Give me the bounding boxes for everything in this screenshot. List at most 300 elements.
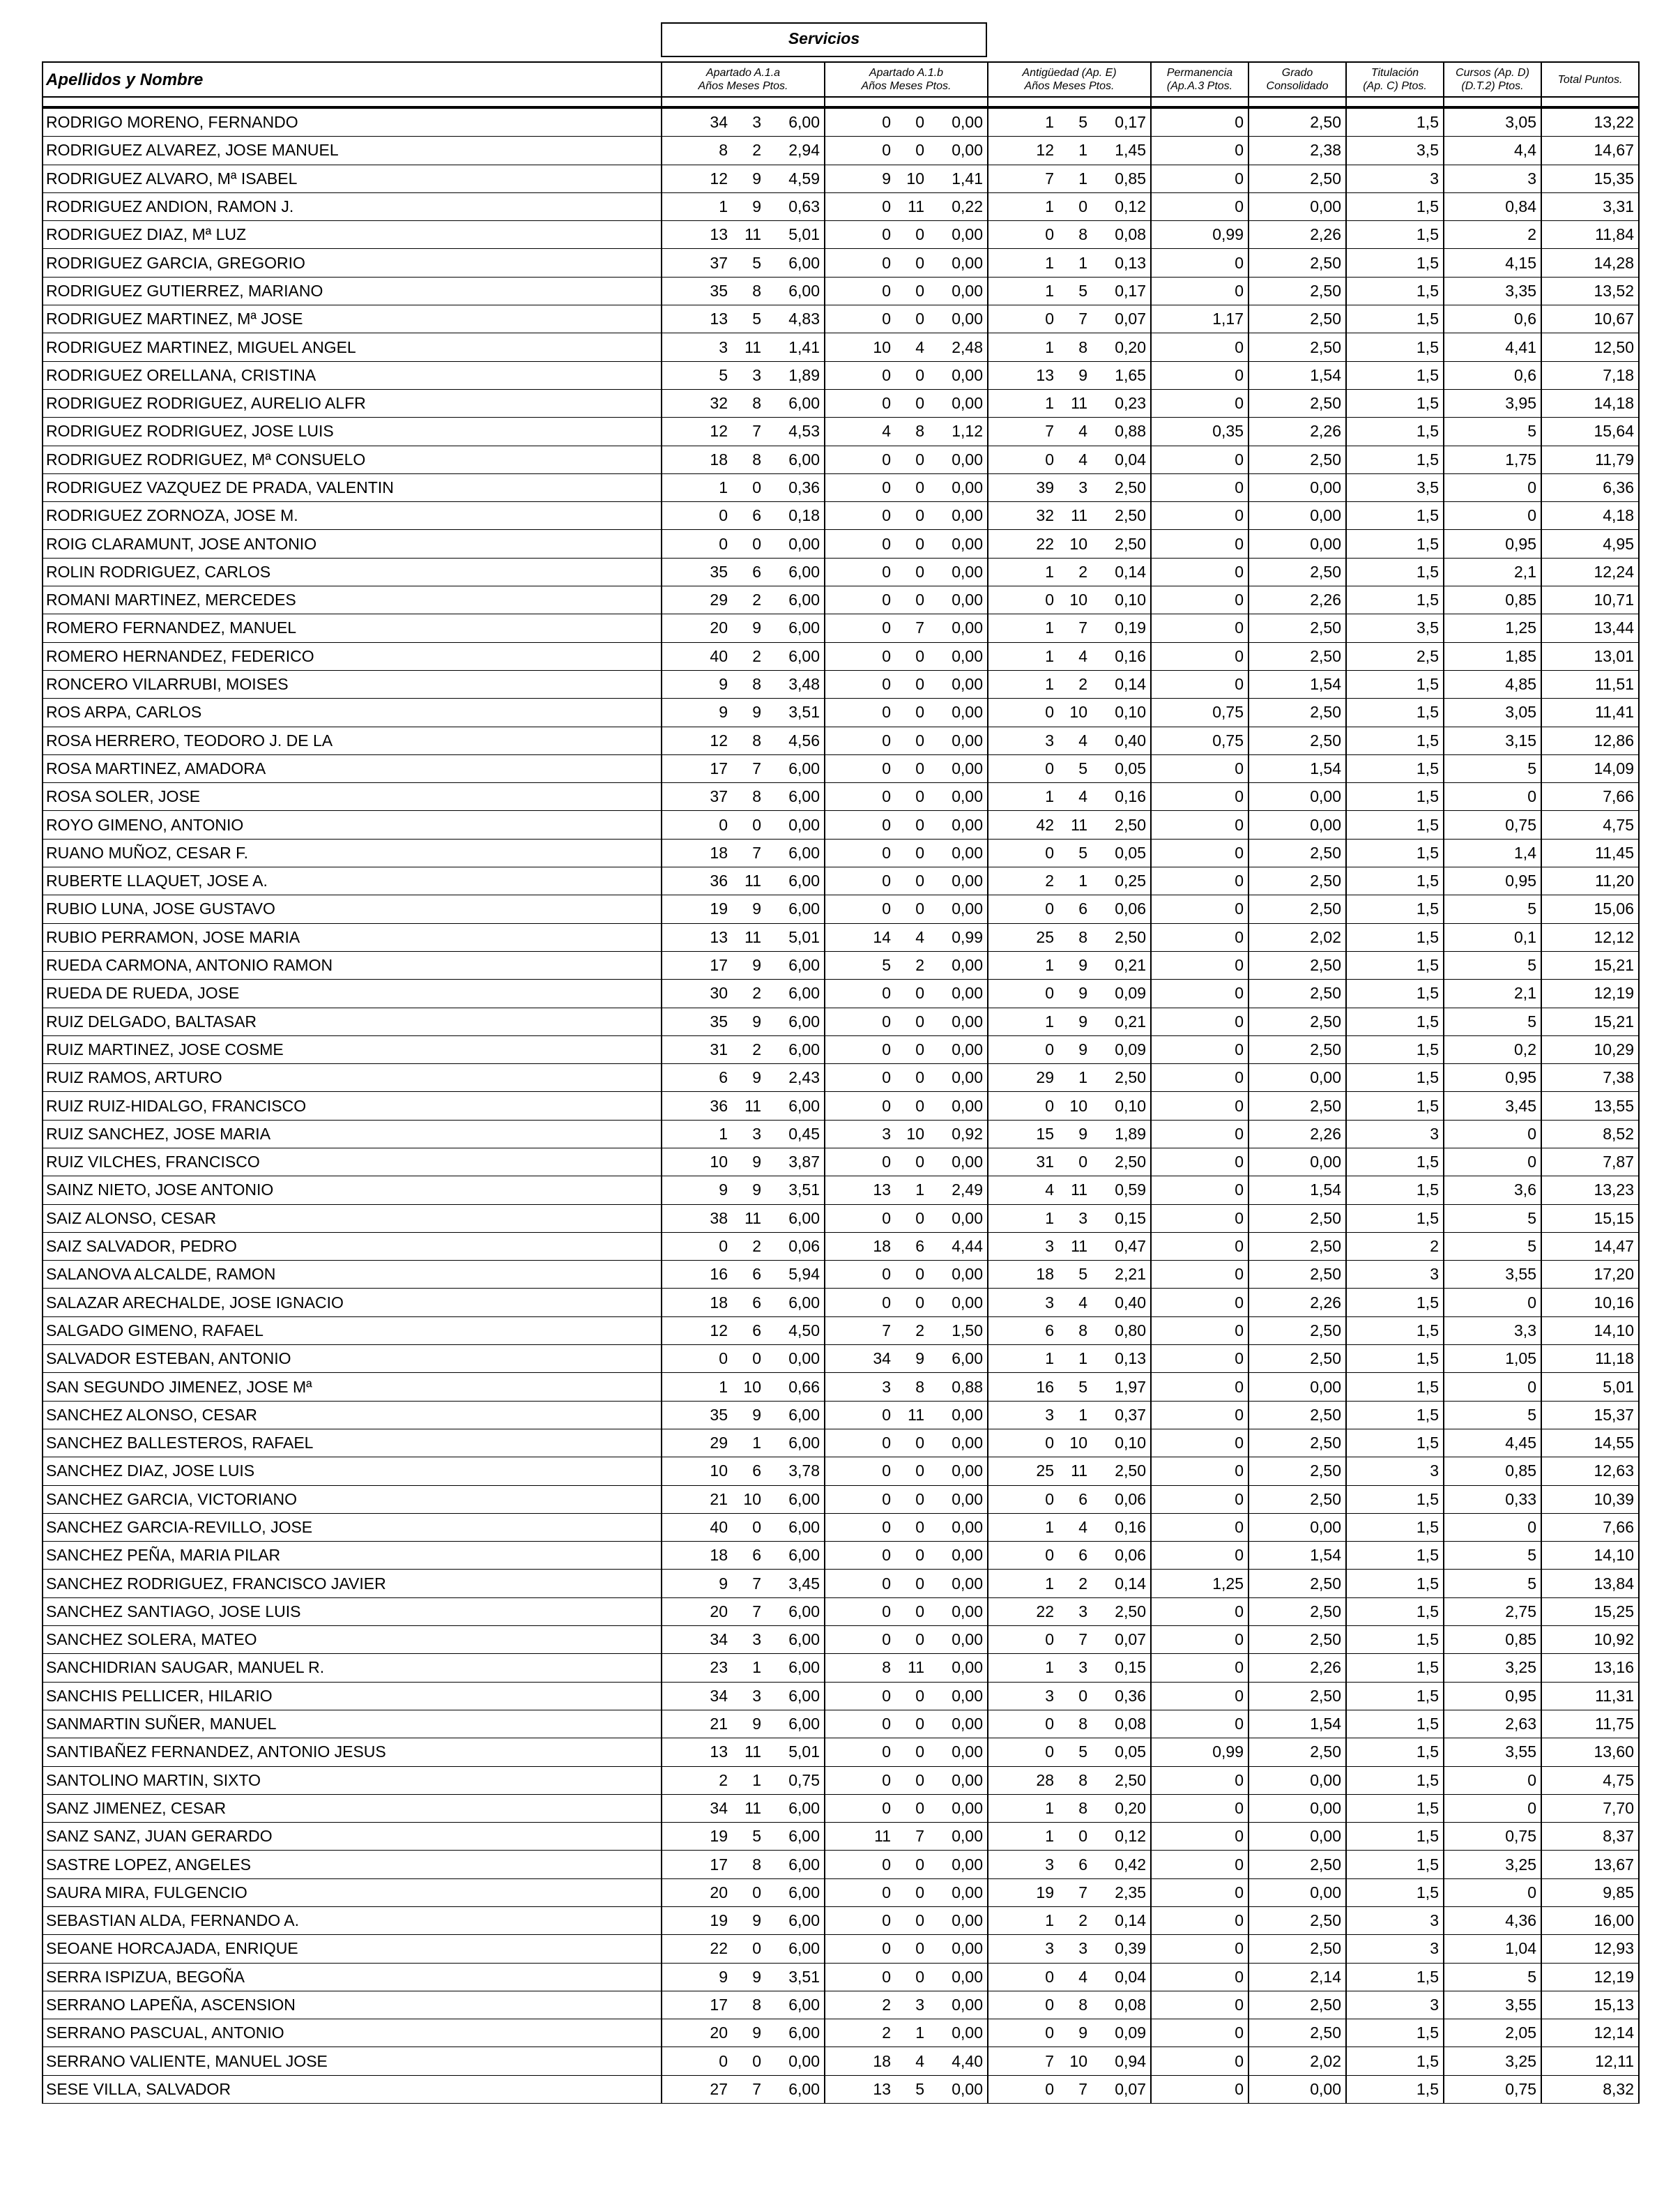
row-grado: 2,50 [1248, 1092, 1346, 1120]
row-cur: 5 [1444, 1542, 1541, 1570]
row-ant-anos: 4 [1045, 1180, 1054, 1199]
row-ant-ptos: 0,17 [1115, 281, 1146, 300]
row-cur: 5 [1444, 418, 1541, 446]
row-tit: 1,5 [1346, 107, 1444, 137]
row-a1a [662, 727, 825, 754]
row-a1b-ptos: 0,99 [952, 927, 983, 946]
row-a1a-ptos: 6,00 [788, 113, 820, 132]
row-a1b-ptos: 0,00 [952, 2079, 983, 2098]
row-ant-anos: 2 [1045, 872, 1054, 890]
row-ant [988, 1570, 1151, 1597]
row-cur: 1,05 [1444, 1345, 1541, 1373]
row-tot: 12,63 [1541, 1457, 1639, 1485]
row-ant-anos: 29 [1036, 1068, 1054, 1087]
header-a1a-line2: Años Meses Ptos. [698, 80, 788, 92]
row-tot: 14,10 [1541, 1316, 1639, 1344]
row-cur: 5 [1444, 1401, 1541, 1429]
header-permanencia [1151, 62, 1248, 97]
table-row [43, 1823, 1639, 1851]
row-a1a [662, 1457, 825, 1485]
row-tot: 8,32 [1541, 2075, 1639, 2103]
row-a1b-anos: 0 [882, 1686, 891, 1705]
row-perm: 0 [1151, 1035, 1248, 1063]
row-ant-ptos: 2,50 [1115, 1602, 1146, 1620]
row-a1b [825, 867, 988, 895]
row-ant-anos: 25 [1036, 927, 1054, 946]
header-a1b-line2: Años Meses Ptos. [861, 80, 952, 92]
row-a1b [825, 1429, 988, 1457]
row-a1a [662, 867, 825, 895]
row-grado: 2,26 [1248, 418, 1346, 446]
row-tit: 3,5 [1346, 614, 1444, 642]
table-row [43, 1261, 1639, 1289]
row-ant-anos: 0 [1045, 843, 1054, 862]
row-a1a-anos: 34 [710, 1798, 728, 1817]
row-ant-anos: 28 [1036, 1770, 1054, 1789]
row-name: SAINZ NIETO, JOSE ANTONIO [43, 1176, 662, 1204]
row-ant [988, 333, 1151, 361]
row-a1a [662, 811, 825, 839]
row-a1b [825, 1513, 988, 1541]
row-ant-ptos: 2,50 [1115, 1068, 1146, 1087]
table-row [43, 1851, 1639, 1878]
row-perm: 0 [1151, 1597, 1248, 1625]
row-a1b-meses: 11 [908, 197, 924, 216]
row-a1b-ptos: 0,00 [952, 310, 983, 328]
row-ant-anos: 0 [1045, 225, 1054, 244]
row-tit: 1,5 [1346, 1485, 1444, 1513]
row-tot: 11,79 [1541, 446, 1639, 473]
row-a1b-meses: 0 [915, 281, 924, 300]
row-grado: 2,50 [1248, 1204, 1346, 1232]
row-a1b-ptos: 0,00 [952, 1153, 983, 1171]
row-a1b-ptos: 0,92 [952, 1124, 983, 1143]
row-a1a-anos: 10 [710, 1153, 728, 1171]
row-ant-ptos: 2,50 [1115, 1461, 1146, 1480]
row-ant-anos: 42 [1036, 815, 1054, 834]
row-ant [988, 642, 1151, 670]
row-name: SANTIBAÑEZ FERNANDEZ, ANTONIO JESUS [43, 1738, 662, 1766]
row-a1b-meses: 10 [906, 1124, 924, 1143]
row-tot: 12,24 [1541, 558, 1639, 586]
row-ant-meses: 0 [1078, 1686, 1087, 1705]
row-ant-ptos: 0,10 [1115, 703, 1146, 722]
row-a1b-ptos: 0,00 [952, 618, 983, 637]
row-a1b-ptos: 0,00 [952, 394, 983, 413]
row-a1a-anos: 0 [719, 2051, 728, 2070]
row-a1a-ptos: 6,00 [788, 1827, 820, 1846]
header-grado-line2: Consolidado [1266, 80, 1329, 92]
row-ant-anos: 1 [1045, 253, 1054, 272]
row-ant-anos: 3 [1045, 1405, 1054, 1424]
row-a1a-anos: 13 [710, 225, 728, 244]
row-perm: 0 [1151, 586, 1248, 614]
row-name: RUIZ SANCHEZ, JOSE MARIA [43, 1120, 662, 1148]
row-a1a-ptos: 4,59 [788, 169, 820, 188]
row-grado: 2,50 [1248, 980, 1346, 1008]
row-a1b-meses: 7 [915, 1827, 924, 1846]
row-a1b [825, 727, 988, 754]
row-a1a-ptos: 6,00 [788, 984, 820, 1003]
row-a1b-anos: 0 [882, 1208, 891, 1227]
row-a1a-anos: 20 [710, 618, 728, 637]
row-a1b-meses: 2 [915, 1321, 924, 1339]
row-a1b-ptos: 0,00 [952, 1012, 983, 1031]
row-a1a-meses: 3 [752, 1630, 761, 1649]
row-perm: 0 [1151, 980, 1248, 1008]
row-perm: 1,25 [1151, 1570, 1248, 1597]
header-ant-line1: Antigüedad (Ap. E) [1022, 67, 1117, 79]
row-a1a [662, 951, 825, 979]
row-a1b-ptos: 0,00 [952, 1967, 983, 1986]
row-ant-anos: 7 [1045, 2051, 1054, 2070]
row-tit: 1,5 [1346, 1542, 1444, 1570]
row-a1a [662, 586, 825, 614]
row-name: SAN SEGUNDO JIMENEZ, JOSE Mª [43, 1373, 662, 1401]
row-a1a-meses: 0 [752, 815, 761, 834]
row-ant [988, 783, 1151, 811]
row-ant-anos: 0 [1045, 2079, 1054, 2098]
row-ant-meses: 8 [1078, 1996, 1087, 2014]
row-name: ROYO GIMENO, ANTONIO [43, 811, 662, 839]
row-name: RUEDA DE RUEDA, JOSE [43, 980, 662, 1008]
row-tot: 11,45 [1541, 839, 1639, 867]
row-a1b-meses: 0 [915, 1770, 924, 1789]
row-perm: 0,99 [1151, 221, 1248, 249]
row-ant-meses: 11 [1071, 1237, 1087, 1256]
row-grado: 1,54 [1248, 670, 1346, 698]
row-grado: 2,50 [1248, 867, 1346, 895]
row-a1b-anos: 0 [882, 1434, 891, 1452]
row-ant-ptos: 2,50 [1115, 506, 1146, 525]
row-a1a-ptos: 0,63 [788, 197, 820, 216]
row-tit: 1,5 [1346, 361, 1444, 389]
row-tot: 10,29 [1541, 1035, 1639, 1063]
row-a1b-anos: 0 [882, 703, 891, 722]
scores-table [42, 61, 1640, 2104]
row-tit: 1,5 [1346, 1513, 1444, 1541]
row-ant-meses: 6 [1078, 1855, 1087, 1874]
row-a1b-ptos: 0,00 [952, 984, 983, 1003]
row-a1b [825, 1823, 988, 1851]
row-a1b [825, 1738, 988, 1766]
row-a1a-meses: 9 [752, 956, 761, 975]
row-a1a [662, 1626, 825, 1654]
row-a1b-meses: 0 [915, 872, 924, 890]
row-a1a [662, 1851, 825, 1878]
row-ant-anos: 1 [1045, 1658, 1054, 1677]
row-a1b-ptos: 0,00 [952, 253, 983, 272]
table-row [43, 1935, 1639, 1963]
row-a1b-meses: 11 [908, 1405, 924, 1424]
row-grado: 2,50 [1248, 446, 1346, 473]
row-ant [988, 221, 1151, 249]
row-a1b-ptos: 0,00 [952, 759, 983, 777]
row-a1a-meses: 9 [752, 1911, 761, 1930]
row-a1b-ptos: 6,00 [952, 1349, 983, 1368]
row-cur: 2,75 [1444, 1597, 1541, 1625]
row-a1b-meses: 0 [915, 1602, 924, 1620]
row-a1a-anos: 0 [719, 1349, 728, 1368]
row-a1b-meses: 0 [915, 787, 924, 806]
row-tot: 14,47 [1541, 1232, 1639, 1260]
row-perm: 0 [1151, 389, 1248, 417]
row-ant-meses: 6 [1078, 1546, 1087, 1565]
row-a1b-anos: 0 [882, 1574, 891, 1593]
row-grado: 2,50 [1248, 1035, 1346, 1063]
row-perm: 0 [1151, 1991, 1248, 2019]
row-ant-meses: 4 [1078, 422, 1087, 441]
row-a1b-meses: 0 [915, 815, 924, 834]
row-a1a-ptos: 6,00 [788, 1630, 820, 1649]
row-a1a [662, 1907, 825, 1935]
row-a1b [825, 1120, 988, 1148]
row-a1b-meses: 11 [908, 1658, 924, 1677]
row-grado: 0,00 [1248, 1064, 1346, 1092]
row-grado: 0,00 [1248, 1878, 1346, 1906]
row-a1a-ptos: 4,53 [788, 422, 820, 441]
row-a1a-meses: 0 [752, 1517, 761, 1536]
row-perm: 0 [1151, 1710, 1248, 1738]
row-ant [988, 2019, 1151, 2047]
row-a1b [825, 1092, 988, 1120]
row-a1b-anos: 14 [873, 927, 891, 946]
row-a1a-anos: 35 [710, 1405, 728, 1424]
row-a1a [662, 389, 825, 417]
row-ant-ptos: 0,08 [1115, 1715, 1146, 1733]
row-name: SAURA MIRA, FULGENCIO [43, 1878, 662, 1906]
row-perm: 0 [1151, 277, 1248, 305]
row-a1b-anos: 3 [882, 1377, 891, 1396]
row-a1a-ptos: 0,00 [788, 2051, 820, 2070]
row-tot: 15,21 [1541, 951, 1639, 979]
table-row [43, 277, 1639, 305]
row-a1b-anos: 0 [882, 1911, 891, 1930]
row-ant [988, 754, 1151, 782]
row-ant-anos: 15 [1036, 1124, 1054, 1143]
row-cur: 2,05 [1444, 2019, 1541, 2047]
row-a1b-ptos: 0,00 [952, 1798, 983, 1817]
row-grado: 1,54 [1248, 1710, 1346, 1738]
row-grado: 2,50 [1248, 1457, 1346, 1485]
row-ant-meses: 10 [1069, 591, 1087, 609]
row-perm: 0 [1151, 1626, 1248, 1654]
row-name: SERRANO VALIENTE, MANUEL JOSE [43, 2047, 662, 2075]
table-row [43, 699, 1639, 727]
row-cur: 3 [1444, 165, 1541, 192]
row-perm: 0 [1151, 473, 1248, 501]
row-a1b-ptos: 0,00 [952, 1715, 983, 1733]
row-a1b-meses: 0 [915, 899, 924, 918]
row-ant [988, 1401, 1151, 1429]
row-a1b [825, 2019, 988, 2047]
row-name: SANCHEZ ALONSO, CESAR [43, 1401, 662, 1429]
row-a1b [825, 839, 988, 867]
row-cur: 3,25 [1444, 1654, 1541, 1682]
row-ant-anos: 1 [1045, 1827, 1054, 1846]
row-a1b-ptos: 0,00 [952, 675, 983, 694]
row-a1b-anos: 0 [882, 1939, 891, 1958]
row-cur: 4,85 [1444, 670, 1541, 698]
table-row [43, 1654, 1639, 1682]
row-a1a [662, 107, 825, 137]
row-name: RUIZ RUIZ-HIDALGO, FRANCISCO [43, 1092, 662, 1120]
row-cur: 4,36 [1444, 1907, 1541, 1935]
row-tit: 1,5 [1346, 980, 1444, 1008]
row-ant [988, 1878, 1151, 1906]
row-ant-ptos: 0,05 [1115, 1742, 1146, 1761]
row-a1a-anos: 34 [710, 1686, 728, 1705]
row-ant [988, 1907, 1151, 1935]
row-ant-anos: 0 [1045, 1096, 1054, 1115]
row-ant-ptos: 2,50 [1115, 534, 1146, 553]
row-ant-anos: 19 [1036, 1883, 1054, 1901]
row-a1a-meses: 3 [752, 113, 761, 132]
header-titulacion [1346, 62, 1444, 97]
row-a1b-meses: 0 [915, 591, 924, 609]
row-ant-meses: 1 [1078, 1349, 1087, 1368]
row-ant-anos: 13 [1036, 365, 1054, 384]
row-a1a [662, 1401, 825, 1429]
row-a1b [825, 1766, 988, 1794]
row-tit: 1,5 [1346, 1035, 1444, 1063]
row-tot: 12,14 [1541, 2019, 1639, 2047]
row-tot: 14,67 [1541, 137, 1639, 165]
row-ant [988, 1513, 1151, 1541]
row-a1b-meses: 0 [915, 1939, 924, 1958]
row-a1b-ptos: 0,00 [952, 1517, 983, 1536]
row-tit: 1,5 [1346, 1963, 1444, 1991]
row-ant-ptos: 0,09 [1115, 984, 1146, 1003]
row-cur: 0 [1444, 783, 1541, 811]
row-a1a [662, 1823, 825, 1851]
row-perm: 0 [1151, 1935, 1248, 1963]
row-a1b-ptos: 0,88 [952, 1377, 983, 1396]
row-grado: 2,50 [1248, 1738, 1346, 1766]
row-tot: 13,23 [1541, 1176, 1639, 1204]
row-perm: 0 [1151, 670, 1248, 698]
row-ant-meses: 4 [1078, 646, 1087, 665]
row-name: RUIZ DELGADO, BALTASAR [43, 1008, 662, 1035]
row-ant-meses: 4 [1078, 731, 1087, 750]
row-ant-anos: 0 [1045, 1742, 1054, 1761]
row-a1a [662, 1316, 825, 1344]
row-a1a-ptos: 5,01 [788, 1742, 820, 1761]
row-a1b-meses: 0 [915, 1546, 924, 1565]
row-a1b-meses: 0 [915, 534, 924, 553]
row-cur: 0,85 [1444, 1457, 1541, 1485]
row-grado: 0,00 [1248, 1373, 1346, 1401]
row-a1b-anos: 0 [882, 759, 891, 777]
row-a1a-anos: 17 [710, 1996, 728, 2014]
row-grado: 2,50 [1248, 333, 1346, 361]
row-a1b-ptos: 0,00 [952, 703, 983, 722]
table-row [43, 137, 1639, 165]
row-tit: 3 [1346, 1457, 1444, 1485]
row-a1a-ptos: 6,00 [788, 787, 820, 806]
row-perm: 0 [1151, 361, 1248, 389]
row-a1a-anos: 19 [710, 899, 728, 918]
row-ant-ptos: 0,40 [1115, 731, 1146, 750]
row-cur: 5 [1444, 1963, 1541, 1991]
row-name: SANCHIS PELLICER, HILARIO [43, 1682, 662, 1710]
row-a1a-meses: 3 [752, 1124, 761, 1143]
row-ant-ptos: 0,16 [1115, 646, 1146, 665]
row-a1b-anos: 0 [882, 618, 891, 637]
row-perm: 0 [1151, 895, 1248, 923]
row-ant-ptos: 0,23 [1115, 394, 1146, 413]
row-ant-meses: 6 [1078, 899, 1087, 918]
row-a1b [825, 473, 988, 501]
row-a1b-ptos: 0,00 [952, 787, 983, 806]
row-ant-ptos: 0,36 [1115, 1686, 1146, 1705]
row-a1a-meses: 0 [752, 1883, 761, 1901]
row-ant-ptos: 0,09 [1115, 2023, 1146, 2042]
row-perm: 0 [1151, 502, 1248, 530]
row-a1a-meses: 9 [752, 2023, 761, 2042]
table-row [43, 951, 1639, 979]
row-tot: 10,16 [1541, 1289, 1639, 1316]
row-a1b-ptos: 0,00 [952, 1096, 983, 1115]
row-cur: 1,25 [1444, 614, 1541, 642]
row-a1b-anos: 18 [873, 2051, 891, 2070]
row-a1a-anos: 9 [719, 1574, 728, 1593]
row-a1a-anos: 31 [710, 1040, 728, 1058]
row-ant [988, 558, 1151, 586]
row-name: SANCHIDRIAN SAUGAR, MANUEL R. [43, 1654, 662, 1682]
row-a1b-meses: 0 [915, 1489, 924, 1508]
row-perm: 0 [1151, 754, 1248, 782]
row-ant-ptos: 0,39 [1115, 1939, 1146, 1958]
row-name: RODRIGUEZ RODRIGUEZ, AURELIO ALFR [43, 389, 662, 417]
row-tot: 12,19 [1541, 1963, 1639, 1991]
row-name: SANCHEZ GARCIA-REVILLO, JOSE [43, 1513, 662, 1541]
row-a1a-ptos: 6,00 [788, 1996, 820, 2014]
row-a1a-anos: 9 [719, 703, 728, 722]
row-tit: 1,5 [1346, 333, 1444, 361]
row-perm: 0 [1151, 1542, 1248, 1570]
row-ant-meses: 5 [1078, 759, 1087, 777]
row-ant [988, 1289, 1151, 1316]
row-a1a [662, 642, 825, 670]
row-perm: 0 [1151, 1513, 1248, 1541]
row-a1b-anos: 11 [874, 1827, 891, 1846]
row-ant-meses: 11 [1071, 815, 1087, 834]
row-a1a-meses: 2 [752, 591, 761, 609]
row-a1a-meses: 1 [752, 1770, 761, 1789]
row-ant-meses: 7 [1078, 1883, 1087, 1901]
row-name: RUBIO PERRAMON, JOSE MARIA [43, 923, 662, 951]
row-tit: 1,5 [1346, 1710, 1444, 1738]
row-a1a [662, 1597, 825, 1625]
row-name: RUBERTE LLAQUET, JOSE A. [43, 867, 662, 895]
row-a1b-anos: 0 [882, 1715, 891, 1733]
row-a1a-anos: 1 [719, 478, 728, 496]
row-tit: 1,5 [1346, 1794, 1444, 1822]
header-cur-line2: (D.T.2) Ptos. [1461, 80, 1524, 92]
row-tit: 1,5 [1346, 1878, 1444, 1906]
row-ant [988, 867, 1151, 895]
row-name: ROMERO FERNANDEZ, MANUEL [43, 614, 662, 642]
row-a1b-meses: 8 [915, 1377, 924, 1396]
row-name: SANTOLINO MARTIN, SIXTO [43, 1766, 662, 1794]
table-row [43, 783, 1639, 811]
row-a1b [825, 1373, 988, 1401]
row-name: SEBASTIAN ALDA, FERNANDO A. [43, 1907, 662, 1935]
row-ant [988, 1008, 1151, 1035]
row-tot: 7,38 [1541, 1064, 1639, 1092]
row-ant [988, 951, 1151, 979]
